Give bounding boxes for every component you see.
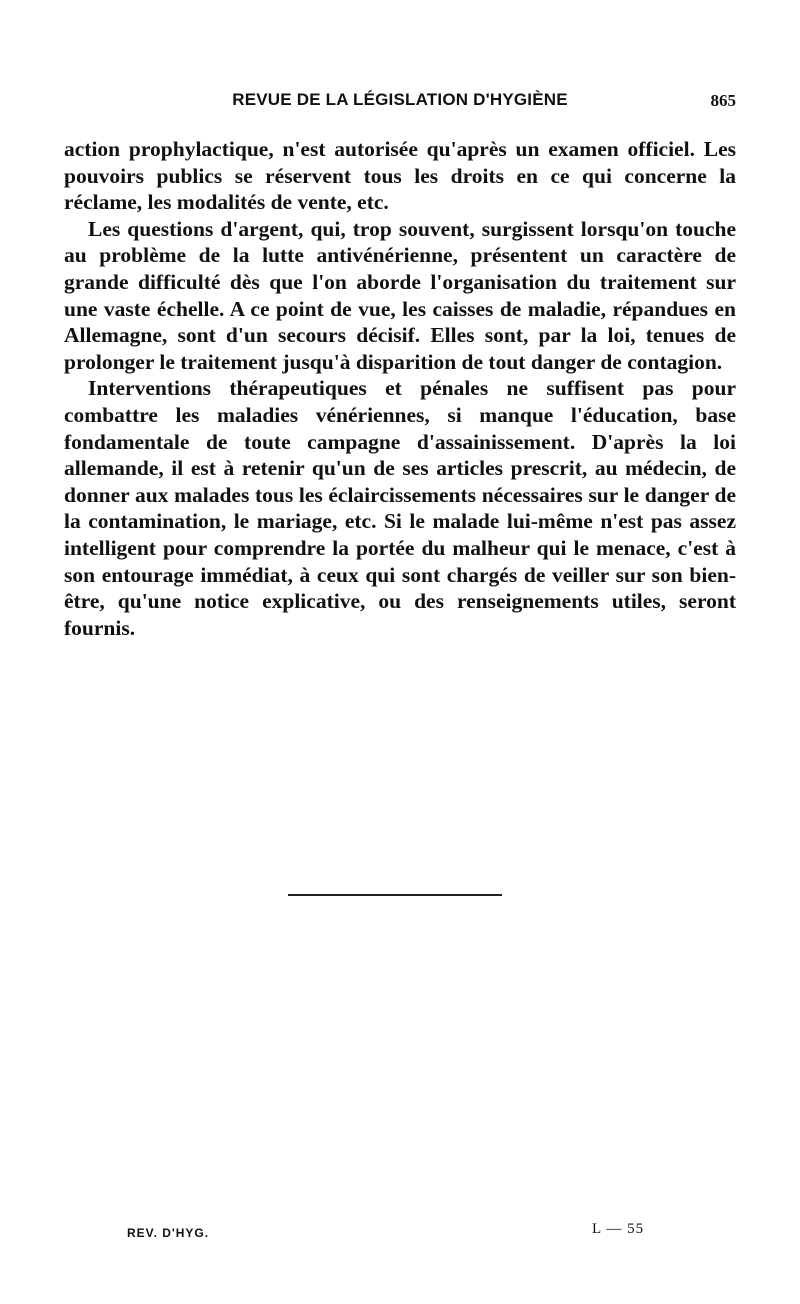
paragraph-continuation: action prophylactique, n'est autorisée qu'après un examen officiel. Les pouvoirs publics se réservent tous les droits en ce qui concerne la réclame, les modalités de vente, etc. bbox=[64, 137, 736, 215]
paragraph-money-questions: Les questions d'argent, qui, trop souvent, surgissent lorsqu'on touche au problème de la lutte antivénérienne, présentent un caractère de grande difficulté dès que l'on aborde l'organisation du traitement sur une vaste échelle. A ce point de vue, les caisses de maladie, répandues en Allemagne, sont d'un secours décisif. Elles sont, par la loi, tenues de prolonger le traitement jusqu'à disparition de tout danger de contagion. bbox=[64, 216, 736, 374]
signature-mark-right: L — 55 bbox=[592, 1221, 645, 1237]
running-title: REVUE DE LA LÉGISLATION D'HYGIÈNE bbox=[232, 90, 568, 109]
paragraph-education: Interventions thérapeutiques et pénales ne suffisent pas pour combattre les maladies vénériennes, si manque l'éducation, base fondamentale de toute campagne d'assainissement. D'après la loi allemande, il est à retenir qu'un de ses articles prescrit, au médecin, de donner aux malades tous les éclaircissements nécessaires sur le danger de la contamination, le mariage, etc. Si le malade lui-même n'est pas assez intelligent pour comprendre la portée du malheur qui le menace, c'est à son entourage immédiat, à ceux qui sont chargés de veiller sur son bien-être, qu'une notice explicative, ou des renseignements utiles, seront fournis. bbox=[64, 376, 736, 640]
body-text bbox=[64, 136, 736, 641]
signature-mark-left: REV. D'HYG. bbox=[127, 1226, 210, 1240]
running-head bbox=[64, 90, 736, 114]
page-number: 865 bbox=[710, 91, 736, 110]
section-divider bbox=[288, 894, 502, 896]
